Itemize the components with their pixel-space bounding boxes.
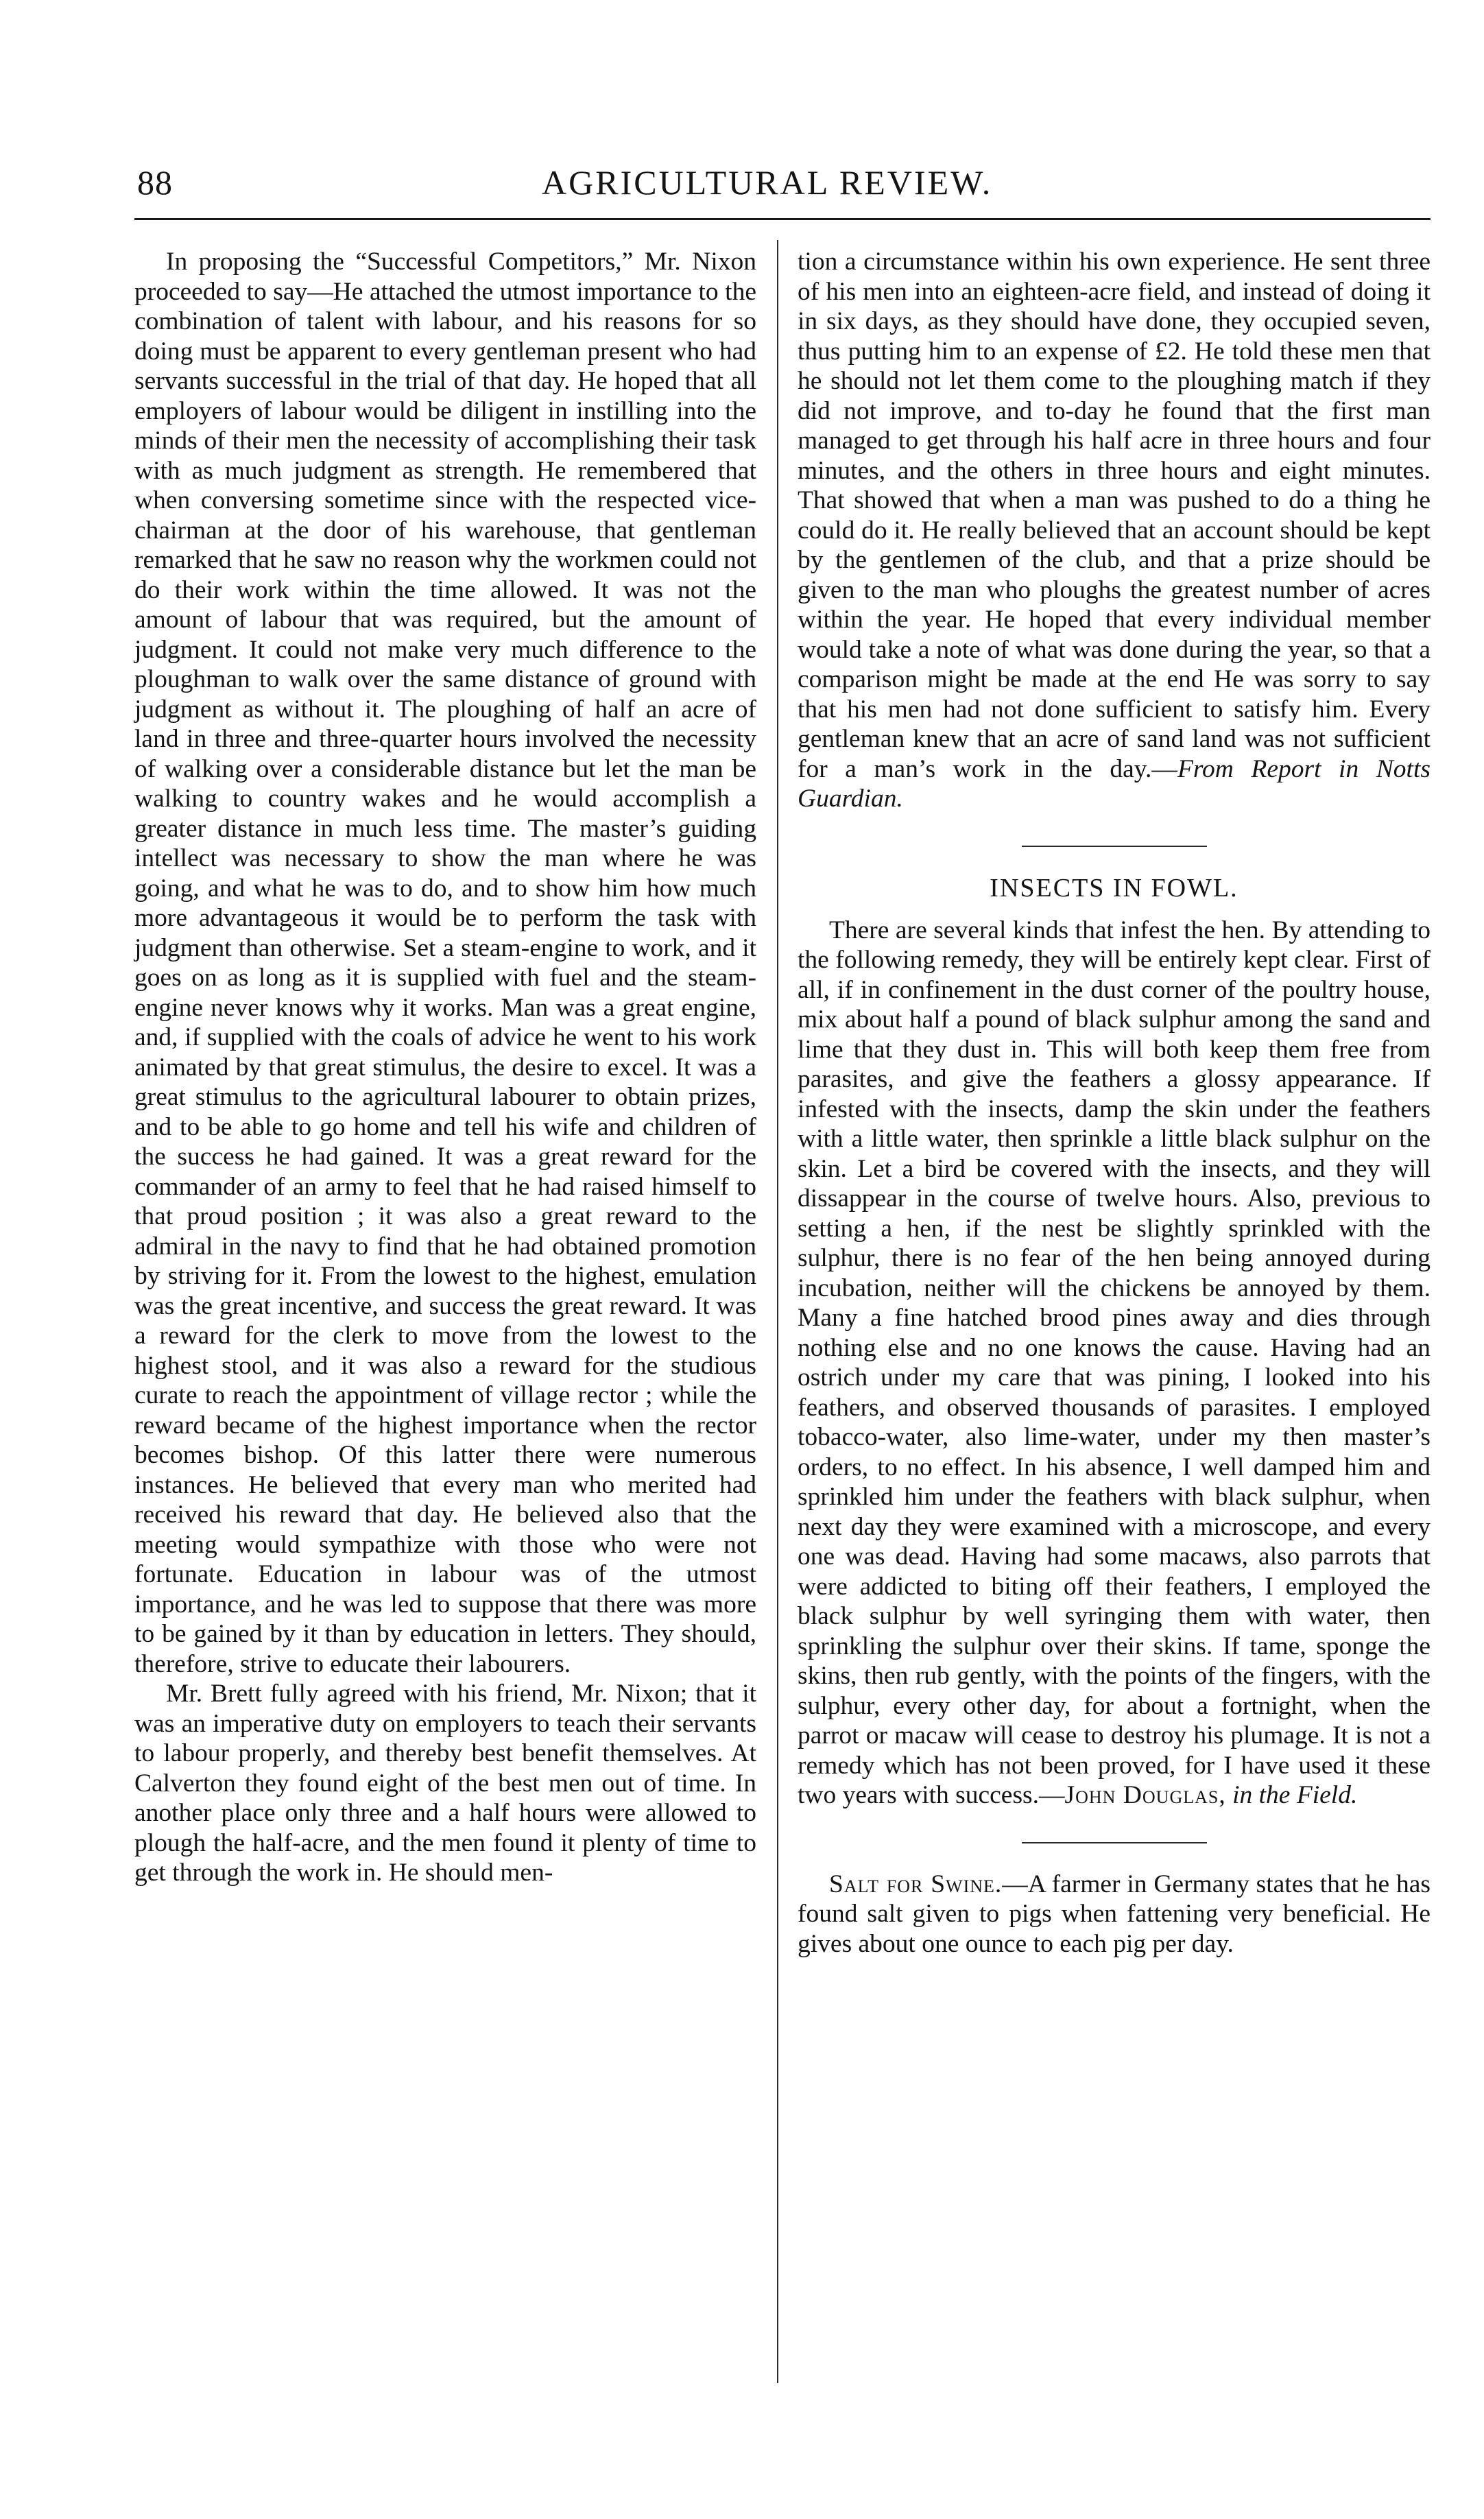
article-heading: INSECTS IN FOWL. [990, 873, 1238, 903]
salt-title: Salt for Swine. [829, 1870, 1003, 1898]
brett-speech-paragraph: Mr. Brett fully agreed with his friend, Mr. Nixon; that it was an imperative duty on employers to teach their servants to labour properly, and thereby best benefit themselves. At Calverton they found eight of the best men out of time. In another place only three and a half hours were allowed to plough the half-acre, and the men found it plenty of time to get through the work in. He should men- [134, 1680, 756, 1887]
source-citation: From Report in Notts Guardian. [798, 754, 1431, 813]
left-column [134, 247, 756, 1888]
author-source: in the Field. [1232, 1781, 1358, 1809]
insects-text: There are several kinds that infest the hen. By attending to the following remedy, they will be entirely kept clear. First of all, if in confinement in the dust corner of the poultry house, mix about half a pound of black sulphur among the sand and lime that they dust in. This will both keep them free from parasites, and give the feathers a glossy appearance. If infested with the insects, damp the skin under the feathers with a little water, then sprinkle a little black sulphur on the skin. Let a bird be covered with the insects, and they will dissappear in the course of twelve hours. Also, previous to setting a hen, if the nest be slightly sprinkled with the sulphur, there is no fear of the hen being annoyed during incubation, neither will the chickens be annoyed by them. Many a fine hatched brood pines away and dies through nothing else and no one knows the cause. Having had an ostrich under my care that was pining, I looked into his feathers, and observed thousands of parasites. I employed tobacco-water, also lime-water, under my then master’s orders, to no effect. In his absence, I well damped him and sprinkled him under the feathers with black sulphur, when next day they were examined with a microscope, and every one was dead. Having had some macaws, also parrots that were addicted to biting off their feathers, I employed the black sulphur by well syringing them with water, then sprinkling the sulphur over their skins. If tame, sponge the skins, then rub gently, with the points of the fingers, with the sulphur, every other day, for about a fortnight, when the parrot or macaw will cease to destroy his plumage. It is not a remedy which has not been proved, for I have used it these two years with success.— [798, 916, 1431, 1809]
right-column [798, 247, 1431, 1959]
salt-text: —A farmer in Germany states that he has found salt given to pigs when fattening very beneficial. He gives about one ounce to each pig per day. [798, 1870, 1431, 1958]
continuation-text: tion a circumstance within his own experience. He sent three of his men into an eighteen-acre field, and instead of doing it in six days, as they should have done, they occupied seven, thus putting him to an expense of £2. He told these men that he should not let them come to the ploughing match if they did not improve, and to-day he found that the first man managed to get through his half acre in three hours and four minutes, and the others in three hours and eight minutes. That showed that when a man was pushed to do a thing he could do it. He really believed that an account should be kept by the gentlemen of the club, and that a prize should be given to the man who ploughs the greatest number of acres within the year. He hoped that every individual member would take a note of what was done during the year, so that a comparison might be made at the end He was sorry to say that his men had not done sufficient to satisfy him. Every gentleman knew that an acre of sand land was not sufficient for a man’s work in the day.— [798, 248, 1431, 783]
insects-article-body [798, 916, 1431, 1811]
running-title: AGRICULTURAL REVIEW. [542, 163, 993, 202]
section-separator-2 [1022, 1842, 1207, 1843]
brett-speech-continuation [798, 247, 1431, 814]
header-rule [134, 218, 1431, 220]
column-divider [777, 240, 778, 2383]
salt-for-swine-paragraph [798, 1870, 1431, 1959]
author-name: John Douglas, [1064, 1781, 1226, 1809]
page-number: 88 [137, 163, 173, 202]
section-separator [1022, 846, 1207, 847]
nixon-speech-paragraph: In proposing the “Successful Competitors,” Mr. Nixon proceeded to say—He attached the utmost importance to the combination of talent with labour, and his reasons for so doing must be apparent to every gentleman present who had servants successful in the trial of that day. He hoped that all employers of labour would be diligent in instilling into the minds of their men the necessity of accomplishing their task with as much judgment as strength. He remembered that when conversing sometime since with the respected vice-chairman at the door of his warehouse, that gentleman remarked that he saw no reason why the workmen could not do their work within the time allowed. It was not the amount of labour that was required, but the amount of judgment. It could not make very much difference to the ploughman to walk over the same distance of ground with judgment as without it. The ploughing of half an acre of land in three and three-quarter hours involved the necessity of walking over a considerable distance but let the man be walking to country wakes and he would accomplish a greater distance in much less time. The master’s guiding intellect was necessary to show the man where he was going, and what he was to do, and to show him how much more advantageous it would be to perform the task with judgment than otherwise. Set a steam-engine to work, and it goes on as long as it is supplied with fuel and the steam-engine never knows why it works. Man was a great engine, and, if supplied with the coals of advice he went to his work animated by that great stimulus, the desire to excel. It was a great stimulus to the agricultural labourer to obtain prizes, and to be able to go home and tell his wife and children of the success he had gained. It was a great reward for the commander of an army to feel that he had raised himself to that proud position ; it was also a great reward to the admiral in the navy to find that he had obtained promotion by striving for it. From the lowest to the highest, emulation was the great incentive, and success the great reward. It was a reward for the clerk to move from the lowest to the highest stool, and it was also a reward for the studious curate to reach the appointment of village rector ; while the reward became of the highest importance when the rector becomes bishop. Of this latter there were numerous instances. He believed that every man who merited had received his reward that day. He believed also that the meeting would sympathize with those who were not fortunate. Education in labour was of the utmost importance, and he was led to suppose that there was more to be gained by it than by education in letters. They should, therefore, strive to educate their labourers. [134, 248, 756, 1678]
